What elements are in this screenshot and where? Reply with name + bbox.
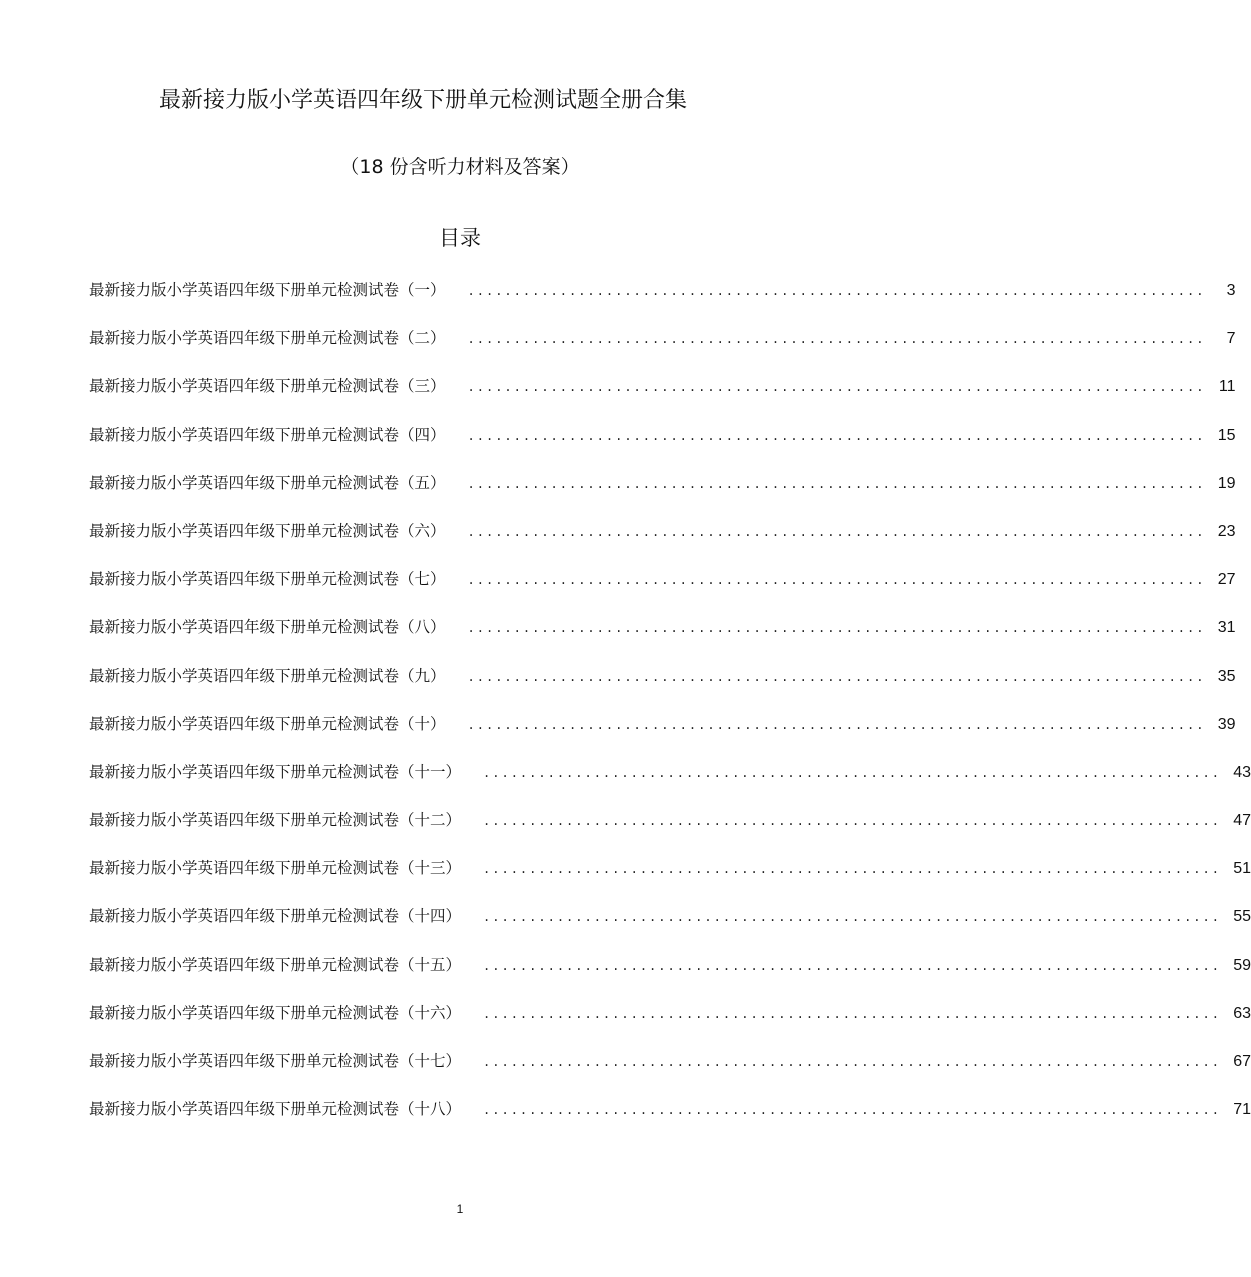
toc-entry-page: 71 bbox=[1233, 1101, 1251, 1119]
toc-entry-page: 51 bbox=[1233, 860, 1251, 878]
toc-entry-label: 最新接力版小学英语四年级下册单元检测试卷（六） bbox=[89, 521, 446, 540]
toc-entry[interactable] bbox=[89, 565, 1236, 613]
toc-entry-label: 最新接力版小学英语四年级下册单元检测试卷（二） bbox=[89, 329, 446, 348]
toc-entry[interactable] bbox=[89, 806, 1251, 854]
toc-entry-page: 59 bbox=[1233, 956, 1251, 974]
toc-entry[interactable] bbox=[89, 1047, 1251, 1095]
toc-entry[interactable] bbox=[89, 758, 1251, 806]
toc-leader-dots: ................................................................................ bbox=[467, 332, 1206, 347]
toc-leader-dots: ................................................................................ bbox=[483, 765, 1221, 780]
toc-entry-page: 27 bbox=[1217, 571, 1236, 589]
toc-leader-dots: ................................................................................ bbox=[467, 717, 1206, 732]
toc-entry[interactable] bbox=[89, 662, 1236, 710]
toc-entry-label: 最新接力版小学英语四年级下册单元检测试卷（十七） bbox=[89, 1052, 462, 1070]
toc-entry[interactable] bbox=[89, 902, 1251, 950]
toc-entry-label: 最新接力版小学英语四年级下册单元检测试卷（四） bbox=[89, 425, 446, 444]
document-subtitle: （18 份含听力材料及答案） bbox=[340, 156, 580, 178]
toc-entry[interactable] bbox=[89, 421, 1236, 469]
toc-entry[interactable] bbox=[89, 710, 1236, 758]
toc-leader-dots: ................................................................................ bbox=[467, 669, 1206, 684]
page-number: 1 bbox=[456, 1202, 464, 1216]
toc-entry-page: 43 bbox=[1233, 763, 1251, 781]
toc-entry[interactable] bbox=[89, 1095, 1251, 1143]
toc-entry[interactable] bbox=[89, 999, 1251, 1047]
document-title: 最新接力版小学英语四年级下册单元检测试题全册合集 bbox=[158, 88, 687, 113]
toc-entry-label: 最新接力版小学英语四年级下册单元检测试卷（五） bbox=[89, 473, 446, 492]
toc-leader-dots: ................................................................................ bbox=[483, 1103, 1221, 1118]
toc-entry[interactable] bbox=[89, 951, 1251, 999]
toc-leader-dots: ................................................................................ bbox=[467, 380, 1206, 395]
toc-entry-label: 最新接力版小学英语四年级下册单元检测试卷（十八） bbox=[89, 1100, 462, 1119]
toc-entry-page: 63 bbox=[1233, 1004, 1251, 1022]
toc-entry-label: 最新接力版小学英语四年级下册单元检测试卷（三） bbox=[89, 377, 446, 396]
table-of-contents bbox=[89, 276, 1251, 1143]
toc-entry[interactable] bbox=[89, 517, 1236, 565]
toc-entry-page: 7 bbox=[1226, 330, 1236, 348]
toc-entry-page: 23 bbox=[1217, 522, 1236, 540]
toc-leader-dots: ................................................................................ bbox=[483, 958, 1221, 973]
toc-leader-dots: ................................................................................ bbox=[467, 428, 1206, 443]
toc-leader-dots: ................................................................................ bbox=[483, 1006, 1221, 1021]
toc-leader-dots: ................................................................................ bbox=[483, 862, 1221, 877]
toc-entry[interactable] bbox=[89, 276, 1236, 324]
toc-entry-page: 15 bbox=[1217, 426, 1236, 444]
toc-entry-page: 35 bbox=[1217, 667, 1236, 685]
toc-entry-label: 最新接力版小学英语四年级下册单元检测试卷（七） bbox=[89, 570, 446, 589]
toc-entry-label: 最新接力版小学英语四年级下册单元检测试卷（十六） bbox=[89, 1003, 462, 1022]
toc-entry-page: 19 bbox=[1217, 474, 1236, 492]
toc-entry[interactable] bbox=[89, 372, 1236, 420]
toc-entry-page: 47 bbox=[1233, 812, 1251, 830]
toc-entry[interactable] bbox=[89, 613, 1236, 661]
toc-leader-dots: ................................................................................ bbox=[483, 910, 1221, 925]
toc-entry-label: 最新接力版小学英语四年级下册单元检测试卷（九） bbox=[89, 666, 446, 685]
toc-entry-page: 67 bbox=[1233, 1053, 1251, 1070]
toc-entry[interactable] bbox=[89, 469, 1236, 517]
toc-leader-dots: ................................................................................ bbox=[467, 573, 1206, 588]
toc-leader-dots: ................................................................................ bbox=[467, 476, 1206, 491]
toc-entry-label: 最新接力版小学英语四年级下册单元检测试卷（十二） bbox=[89, 811, 462, 830]
toc-entry-label: 最新接力版小学英语四年级下册单元检测试卷（十一） bbox=[89, 762, 462, 781]
toc-entry-label: 最新接力版小学英语四年级下册单元检测试卷（十） bbox=[89, 714, 446, 733]
toc-entry-page: 31 bbox=[1217, 619, 1236, 637]
toc-entry-page: 39 bbox=[1217, 715, 1236, 733]
toc-entry-label: 最新接力版小学英语四年级下册单元检测试卷（十五） bbox=[89, 955, 462, 974]
toc-entry-label: 最新接力版小学英语四年级下册单元检测试卷（十四） bbox=[89, 907, 462, 926]
toc-leader-dots: ................................................................................ bbox=[467, 524, 1206, 539]
toc-entry-label: 最新接力版小学英语四年级下册单元检测试卷（十三） bbox=[89, 859, 462, 878]
toc-entry-label: 最新接力版小学英语四年级下册单元检测试卷（一） bbox=[89, 281, 446, 299]
toc-leader-dots: ................................................................................ bbox=[483, 814, 1221, 829]
toc-leader-dots: ................................................................................ bbox=[467, 284, 1206, 298]
toc-entry[interactable] bbox=[89, 854, 1251, 902]
toc-entry-page: 11 bbox=[1218, 378, 1236, 396]
toc-entry-page: 3 bbox=[1226, 282, 1236, 299]
toc-heading: 目录 bbox=[439, 226, 481, 250]
toc-entry-label: 最新接力版小学英语四年级下册单元检测试卷（八） bbox=[89, 618, 446, 637]
toc-leader-dots: ................................................................................ bbox=[483, 1055, 1221, 1069]
toc-leader-dots: ................................................................................ bbox=[467, 621, 1206, 636]
toc-entry-page: 55 bbox=[1233, 908, 1251, 926]
toc-entry[interactable] bbox=[89, 324, 1236, 372]
